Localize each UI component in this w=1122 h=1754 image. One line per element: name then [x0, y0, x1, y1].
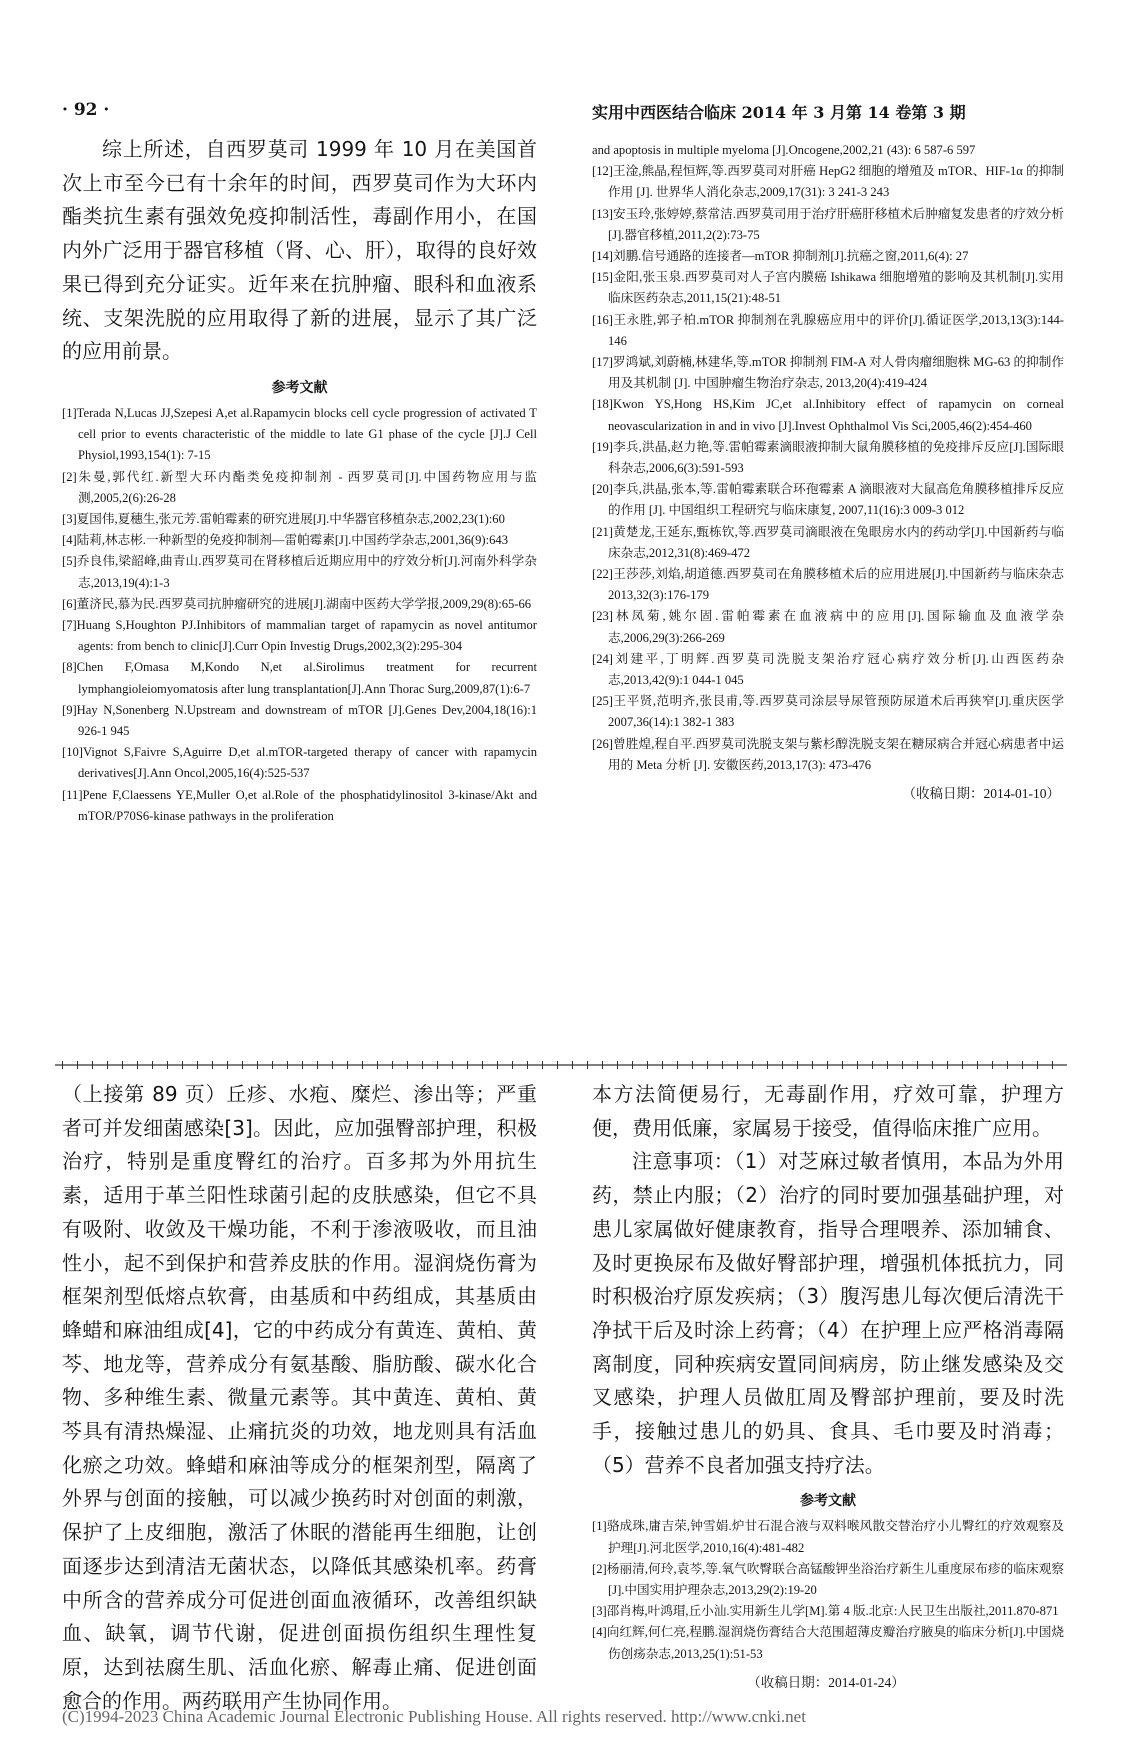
references-heading: 参考文献 — [271, 379, 328, 396]
reference-item: [17]罗鸿斌,刘蔚楠,林建华,等.mTOR 抑制剂 FIM-A 对人骨肉瘤细胞株 MG-63 的抑制作用及其机制 [J]. 中国肿瘤生物治疗杂志, 2013,20(4):419-424 — [592, 355, 1064, 391]
reference-item-continued: and apoptosis in multiple myeloma [J].Oncogene,2002,21 (43): 6 587-6 597 — [592, 143, 976, 157]
copyright-footer: (C)1994-2023 China Academic Journal Electronic Publishing House. All rights reserved. http://www.cnki.net — [62, 1707, 806, 1726]
journal-running-title: 实用中西医结合临床 2014 年 3 月第 14 卷第 3 期 — [592, 103, 966, 122]
reference-item: [3]邵肖梅,叶鸿瑁,丘小汕.实用新生儿学[M].第 4 版.北京:人民卫生出版社,2011.870-871 — [592, 1604, 1059, 1619]
reference-item: [24]刘建平,丁明辉.西罗莫司洗脱支架治疗冠心病疗效分析[J].山西医药杂志,2013,42(9):1 044-1 045 — [592, 651, 1064, 688]
reference-item: [5]乔良伟,梁韶峰,曲青山.西罗莫司在肾移植后近期应用中的疗效分析[J].河南外科学杂志,2013,19(4):1-3 — [62, 554, 537, 590]
reference-item: [1]骆成珠,庸吉荣,钟雪娟.炉甘石混合液与双料喉风散交替治疗小儿臀红的疗效观察及护理[J].河北医学,2010,16(4):481-482 — [592, 1519, 1064, 1555]
lower-left-column — [62, 1078, 537, 1718]
reference-item: [7]Huang S,Houghton PJ.Inhibitors of mammalian target of rapamycin as novel antitumor agents: from bench to clinic[J].Curr Opin Investig Drugs,2002,3(2):295-304 — [62, 617, 537, 654]
reference-item: [26]曾胜煌,程自平.西罗莫司洗脱支架与紫杉醇洗脱支架在糖尿病合并冠心病患者中运用的 Meta 分析 [J]. 安徽医药,2013,17(3): 473-476 — [592, 736, 1064, 772]
precautions-paragraph: 注意事项：（1）对芝麻过敏者慎用，本品为外用药，禁止内服；（2）治疗的同时要加强基础护理，对患儿家属做好健康教育，指导合理喂养、添加辅食、及时更换尿布及做好臀部护理，增强机体抵抗力，同时积极治疗原发疾病；（3）腹泻患儿每次便后清洗干净拭干后及时涂上药膏；（4）在护理上应严格消毒隔离制度，同种疾病安置同间病房，防止继发感染及交叉感染，护理人员做肛周及臀部护理前，要及时洗手，接触过患儿的奶具、食具、毛巾要及时消毒；（5）营养不良者加强支持疗法。 — [592, 1149, 1064, 1477]
received-date: （收稿日期：2014-01-10） — [902, 786, 1060, 802]
reference-item: [12]王淦,熊晶,程恒辉,等.西罗莫司对肝癌 HepG2 细胞的增殖及 mTOR、HIF-1α 的抑制作用 [J]. 世界华人消化杂志,2009,17(31): 3 241-3 243 — [592, 164, 1064, 200]
reference-item: [18]Kwon YS,Hong HS,Kim JC,et al.Inhibitory effect of rapamycin on corneal neovascularization in and in vivo [J].Invest Ophthalmol Vis Sci,2005,46(2):454-460 — [592, 397, 1064, 433]
reference-item: [9]Hay N,Sonenberg N.Upstream and downstream of mTOR [J].Genes Dev,2004,18(16):1 926-1 945 — [62, 702, 537, 738]
method-summary-paragraph: 本方法简便易行，无毒副作用，疗效可靠，护理方便，费用低廉，家属易于接受，值得临床推广应用。 — [592, 1082, 1064, 1140]
reference-item: [19]李兵,洪晶,赵力艳,等.雷帕霉素滴眼液抑制大鼠角膜移植的免疫排斥反应[J].国际眼科杂志,2006,6(3):591-593 — [592, 439, 1064, 476]
reference-item: [14]刘鹏.信号通路的连接者—mTOR 抑制剂[J].抗癌之窗,2011,6(4): 27 — [592, 249, 969, 264]
reference-item: [8]Chen F,Omasa M,Kondo N,et al.Sirolimus treatment for recurrent lymphangioleiomyomatosis after lung transplantation[J].Ann Thorac Surg,2009,87(1):6-7 — [62, 660, 537, 696]
reference-item: [1]Terada N,Lucas JJ,Szepesi A,et al.Rapamycin blocks cell cycle progression of activated T cell prior to events characteristic of the middle to late G1 phase of the cycle [J].J Cell Physiol,1993,154(1): 7-15 — [62, 405, 537, 463]
section-divider — [55, 1058, 1067, 1072]
reference-item: [13]安玉玲,张婷婷,蔡常洁.西罗莫司用于治疗肝癌肝移植术后肿瘤复发患者的疗效分析[J].器官移植,2011,2(2):73-75 — [592, 206, 1064, 242]
page-number: · 92 · — [62, 100, 110, 120]
received-date: （收稿日期：2014-01-24） — [747, 1674, 905, 1690]
reference-item: [3]夏国伟,夏穗生,张元芳.雷帕霉素的研究进展[J].中华器官移植杂志,2002,23(1):60 — [62, 511, 505, 526]
reference-item: [6]董济民,慕为民.西罗莫司抗肿瘤研究的进展[J].湖南中医药大学学报,2009,29(8):65-66 — [62, 596, 532, 611]
reference-item: [22]王莎莎,刘焰,胡道德.西罗莫司在角膜移植术后的应用进展[J].中国新药与临床杂志 2013,32(3):176-179 — [592, 567, 1064, 603]
reference-item: [20]李兵,洪晶,张本,等.雷帕霉素联合环孢霉素 A 滴眼液对大鼠高危角膜移植排斥反应的作用 [J]. 中国组织工程研究与临床康复, 2007,11(16):3 009-3 012 — [592, 482, 1064, 518]
references-heading: 参考文献 — [800, 1493, 856, 1510]
reference-item: [25]王平贤,范明齐,张艮甫,等.西罗莫司涂层导尿管预防尿道术后再狭窄[J].重庆医学 2007,36(14):1 382-1 383 — [592, 694, 1064, 730]
continued-paragraph: （上接第 89 页）丘疹、水疱、糜烂、渗出等；严重者可并发细菌感染[3]。因此，应加强臀部护理，积极治疗，特别是重度臀红的治疗。百多邦为外用抗生素，适用于革兰阳性球菌引起的皮肤感染，但它不具有吸附、收敛及干燥功能，不利于渗液吸收，而且油性小，起不到保护和营养皮肤的作用。湿润烧伤膏为框架剂型低熔点软膏，由基质和中药组成，其基质由蜂蜡和麻油组成[4]，它的中药成分有黄连、黄柏、黄芩、地龙等，营养成分有氨基酸、脂肪酸、碳水化合物、多种维生素、微量元素等。其中黄连、黄柏、黄芩具有清热燥湿、止痛抗炎的功效，地龙则具有活血化瘀之功效。蜂蜡和麻油等成分的框架剂型，隔离了外界与创面的接触，可以减少换药时对创面的刺激，保护了上皮细胞，激活了休眠的潜能再生细胞，让创面逐步达到清洁无菌状态，以降低其感染机率。药膏中所含的营养成分可促进创面血液循环，改善组织缺血、缺氧，调节代谢，促进创面损伤组织生理性复原，达到祛腐生肌、活血化瘀、解毒止痛、促进创面愈合的作用。两药联用产生协同作用。 — [62, 1082, 537, 1713]
reference-item: [15]金阳,张玉泉.西罗莫司对人子宫内膜癌 Ishikawa 细胞增殖的影响及其机制[J].实用临床医药杂志,2011,15(21):48-51 — [592, 270, 1064, 306]
reference-item: [4]向红辉,何仁亮,程鹏.湿润烧伤膏结合大范围超薄皮瓣治疗腋臭的临床分析[J].中国烧伤创疡杂志,2013,25(1):51-53 — [592, 1625, 1064, 1661]
upper-right-column — [592, 140, 1064, 802]
reference-list — [62, 403, 537, 827]
conclusion-paragraph: 综上所述，自西罗莫司 1999 年 10 月在美国首次上市至今已有十余年的时间，西罗莫司作为大环内酯类抗生素有强效免疫抑制活性，毒副作用小，在国内外广泛用于器官移植（肾、心、肝），取得的良好效果已得到充分证实。近年来在抗肿瘤、眼科和血液系统、支架洗脱的应用取得了新的进展，显示了其广泛的应用前景。 — [62, 137, 537, 364]
upper-left-column — [62, 133, 537, 827]
reference-item: [4]陆莉,林志彬.一种新型的免疫抑制剂—雷帕霉素[J].中国药学杂志,2001,36(9):643 — [62, 533, 509, 548]
lower-right-column — [592, 1078, 1064, 1691]
reference-item: [16]王永胜,郭子柏.mTOR 抑制剂在乳腺癌应用中的评价[J].循证医学,2013,13(3):144-146 — [592, 312, 1064, 348]
reference-item: [2]杨丽清,何玲,袁芩,等.氧气吹臀联合高锰酸钾坐浴治疗新生儿重度尿布疹的临床观察[J].中国实用护理杂志,2013,29(2):19-20 — [592, 1561, 1064, 1598]
reference-item: [2]朱曼,郭代红.新型大环内酯类免疫抑制剂 - 西罗莫司[J].中国药物应用与监测,2005,2(6):26-28 — [62, 469, 537, 505]
reference-list — [592, 140, 1064, 776]
reference-item: [23]林凤菊,姚尔固.雷帕霉素在血液病中的应用[J].国际输血及血液学杂志,2006,29(3):266-269 — [592, 609, 1064, 645]
reference-item: [21]黄楚龙,王延东,甄栋钦,等.西罗莫司滴眼液在兔眼房水内的药动学[J].中国新药与临床杂志,2012,31(8):469-472 — [592, 524, 1064, 560]
reference-item: [10]Vignot S,Faivre S,Aguirre D,et al.mTOR-targeted therapy of cancer with rapamycin derivatives[J].Ann Oncol,2005,16(4):525-537 — [62, 745, 537, 781]
reference-list — [592, 1516, 1064, 1664]
reference-item: [11]Pene F,Claessens YE,Muller O,et al.Role of the phosphatidylinositol 3-kinase/Akt and mTOR/P70S6-kinase pathways in the proliferation — [62, 787, 537, 823]
